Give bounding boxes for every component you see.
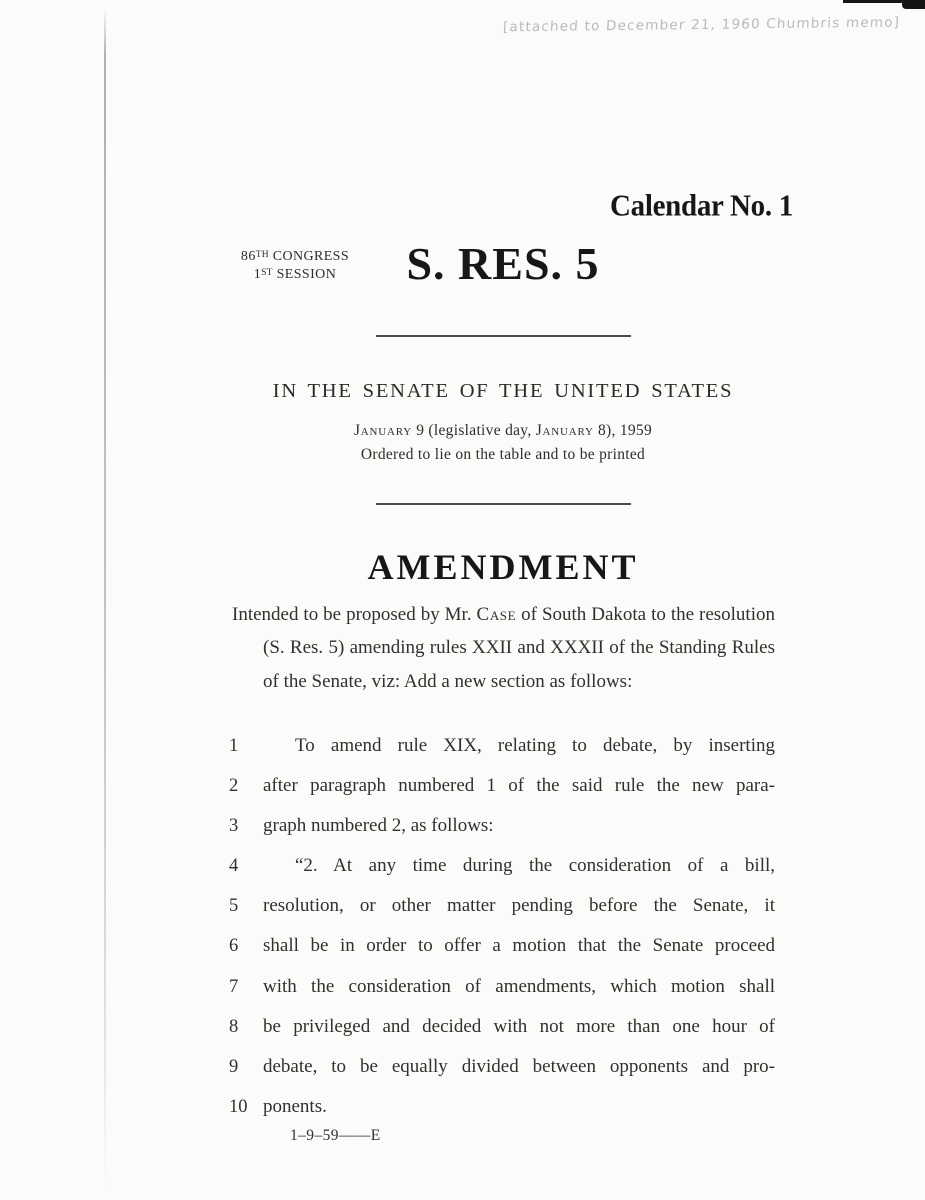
date-end: 8), 1959 — [593, 422, 653, 439]
ordered-line: Ordered to lie on the table and to be printed — [360, 446, 646, 463]
line-number: 3 — [229, 816, 239, 837]
sponsor-name: Case — [476, 604, 517, 625]
date-line — [0, 422, 925, 440]
congress-word: CONGRESS — [272, 248, 350, 264]
session-number: 1 — [253, 266, 262, 282]
amendment-text — [228, 726, 776, 1127]
line-number: 2 — [229, 776, 239, 797]
text-line — [228, 886, 776, 926]
line-number: 10 — [229, 1096, 248, 1117]
date-month-2: January — [535, 422, 594, 439]
intent-post: of South Dakota to the resolution (S. Res. 5) amending rules XXII and XXXII of the Standing Rules of the Senate, viz: Add a new section as follows: — [263, 604, 775, 692]
calendar-number: Calendar No. 1 — [610, 189, 793, 223]
line-number: 5 — [229, 896, 239, 917]
text-line — [228, 846, 776, 886]
congress-ordinal: TH — [255, 250, 269, 260]
horizontal-rule-top — [376, 335, 631, 337]
line-text: after paragraph numbered 1 of the said rule the new para- — [263, 775, 775, 797]
text-line — [228, 1007, 776, 1047]
text-line — [228, 806, 776, 846]
congress-session-block — [220, 247, 370, 283]
text-line — [228, 766, 776, 806]
line-number: 6 — [229, 936, 239, 957]
congress-line — [220, 247, 370, 265]
line-number: 1 — [229, 736, 239, 756]
scan-edge-corner — [902, 0, 925, 9]
line-text: shall be in order to offer a motion that the Senate proceed — [263, 935, 775, 957]
text-line — [228, 726, 776, 766]
bill-number: S. RES. 5 — [406, 238, 600, 289]
line-number: 9 — [229, 1056, 239, 1077]
page-fold-line — [104, 8, 106, 1188]
amendment-intent — [232, 598, 775, 698]
line-number: 4 — [229, 856, 239, 877]
horizontal-rule-bottom — [376, 503, 631, 505]
text-line — [228, 1047, 776, 1087]
line-text: To amend rule XIX, relating to debate, by inserting — [295, 735, 775, 756]
intent-pre: Intended to be proposed by Mr. — [232, 604, 477, 625]
congress-number: 86 — [240, 248, 256, 264]
line-text: with the consideration of amendments, which motion shall — [263, 975, 775, 997]
line-text: debate, to be equally divided between opponents and pro- — [263, 1055, 775, 1077]
text-line — [228, 926, 776, 966]
print-code: 1–9–59——E — [290, 1127, 381, 1144]
line-text: resolution, or other matter pending before the Senate, it — [263, 895, 775, 917]
date-month-1: January — [353, 422, 413, 439]
line-number: 7 — [229, 976, 239, 997]
handwritten-annotation: [attached to December 21, 1960 Chumbris memo] — [502, 14, 901, 36]
line-text: graph numbered 2, as follows: — [263, 815, 494, 837]
amendment-heading: AMENDMENT — [367, 547, 639, 587]
session-word: SESSION — [276, 266, 337, 282]
date-mid: 9 (legislative day, — [412, 422, 536, 439]
text-line — [228, 967, 776, 1007]
session-ordinal: ST — [261, 267, 273, 278]
senate-title: IN THE SENATE OF THE UNITED STATES — [272, 380, 734, 402]
line-text: “2. At any time during the consideration of a bill, — [295, 855, 775, 877]
line-number: 8 — [229, 1016, 239, 1037]
line-text: be privileged and decided with not more than one hour of — [263, 1015, 775, 1037]
text-line — [228, 1087, 776, 1127]
session-line — [220, 265, 370, 283]
line-text: ponents. — [263, 1095, 327, 1117]
